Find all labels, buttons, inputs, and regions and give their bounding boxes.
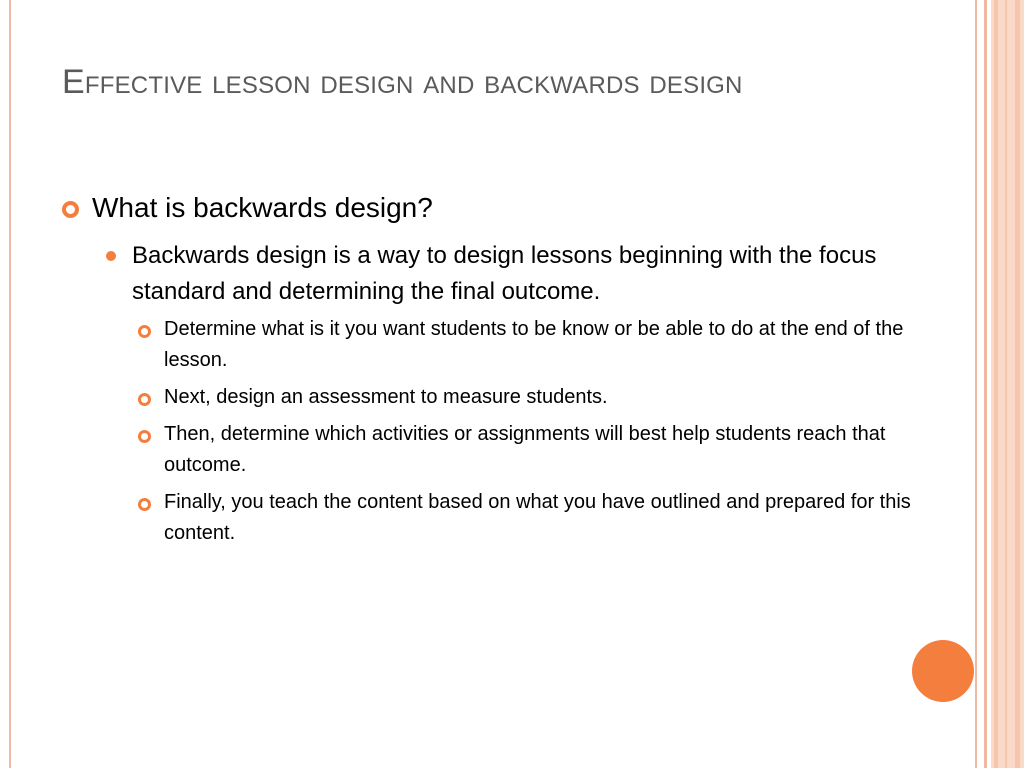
ring-bullet-icon (138, 325, 151, 338)
bullet-level3-item (135, 382, 922, 413)
slide-title: Effective lesson design and backwards design (62, 63, 743, 101)
bullet-level3-item (135, 487, 922, 549)
left-frame-line (9, 0, 11, 768)
bullet-level3-text: Then, determine which activities or assignments will best help students reach that outcome. (164, 423, 886, 476)
ring-bullet-icon (138, 393, 151, 406)
ring-bullet-icon (62, 201, 79, 218)
bullet-level3-text: Determine what is it you want students to be know or be able to do at the end of the lesson. (164, 318, 904, 371)
bullet-level1-text: What is backwards design? (92, 192, 433, 223)
bullet-level2-text: Backwards design is a way to design lessons beginning with the focus standard and determining the final outcome. (132, 242, 877, 305)
right-frame-line-outer (984, 0, 987, 768)
bullet-level3-item (135, 314, 922, 376)
slide-content (62, 190, 922, 555)
bullet-level3-text: Next, design an assessment to measure students. (164, 386, 608, 408)
bullet-level2 (102, 238, 922, 310)
decorative-orange-circle (912, 640, 974, 702)
ring-bullet-icon (138, 498, 151, 511)
right-frame-line-inner (975, 0, 977, 768)
bullet-level1 (62, 190, 922, 226)
ring-bullet-icon (138, 430, 151, 443)
band-stripe (1005, 0, 1007, 768)
bullet-level3-text: Finally, you teach the content based on what you have outlined and prepared for this content. (164, 491, 911, 544)
band-stripe (1015, 0, 1020, 768)
dot-bullet-icon (106, 251, 116, 261)
bullet-level3-item (135, 419, 922, 481)
bullet-level3-list (135, 314, 922, 549)
right-decorative-band (991, 0, 1024, 768)
band-stripe (994, 0, 998, 768)
